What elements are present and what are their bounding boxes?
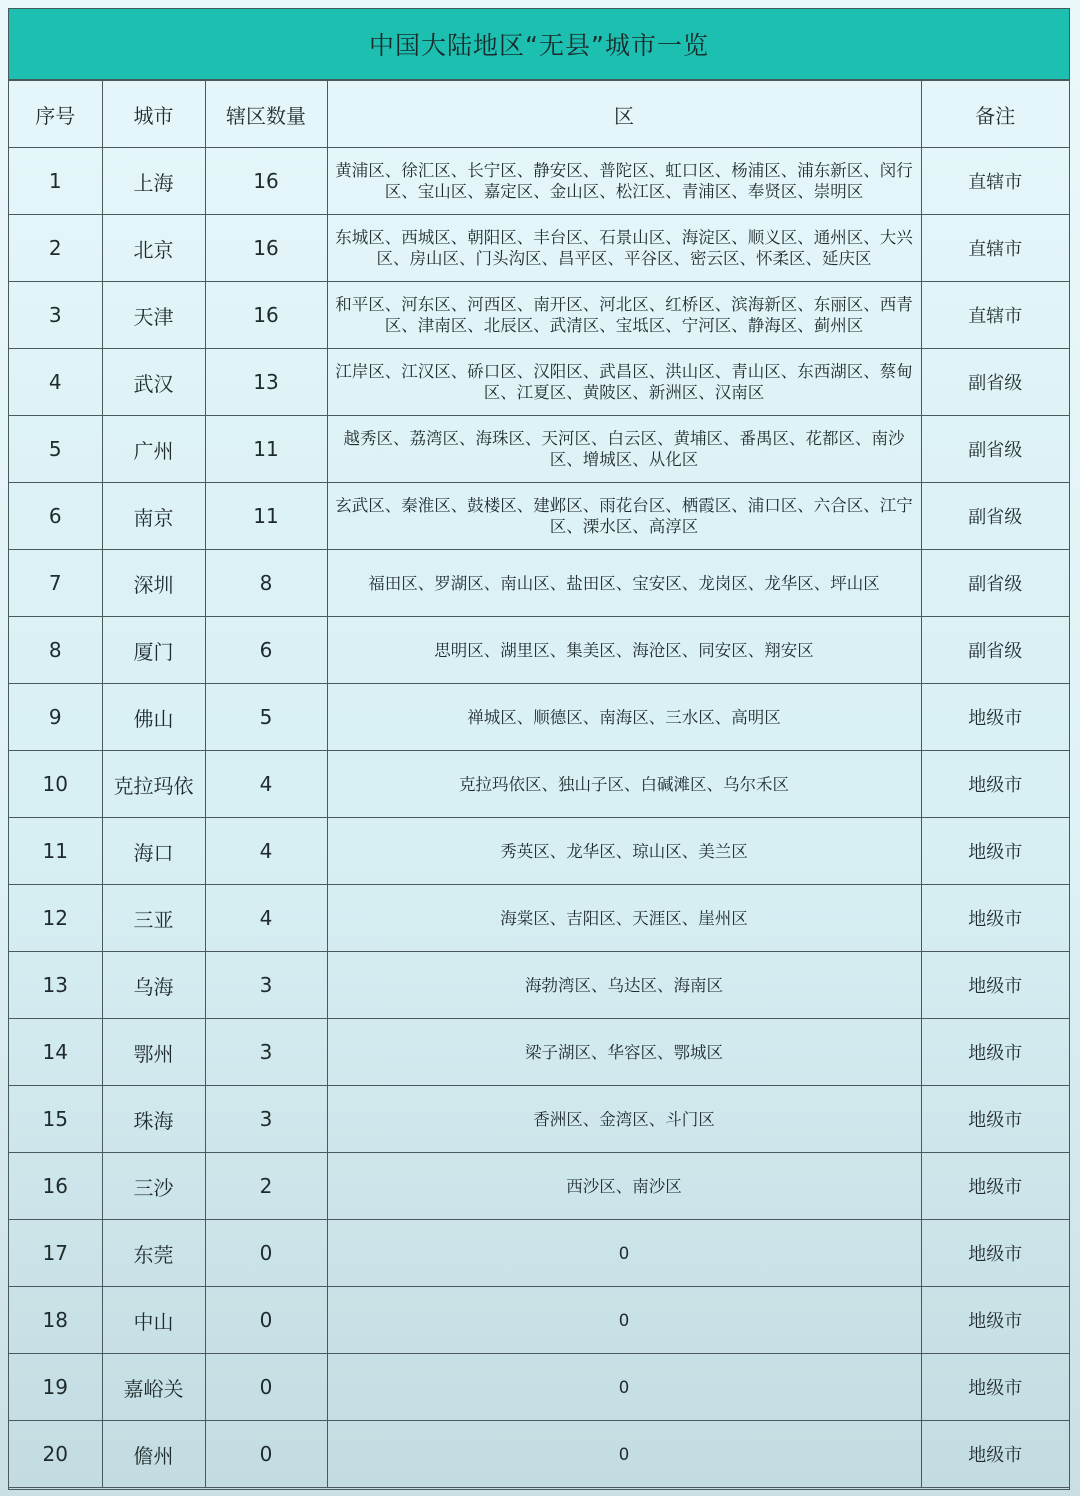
row-city-cell: 三亚 [102, 885, 205, 952]
row-districts-cell: 0 [327, 1220, 921, 1287]
row-district-count-cell: 0 [205, 1220, 327, 1287]
row-note-cell: 地级市 [921, 684, 1069, 751]
row-city-cell: 北京 [102, 215, 205, 282]
row-index-cell: 13 [9, 952, 102, 1019]
row-index-cell: 14 [9, 1019, 102, 1086]
table-row [9, 952, 1069, 1019]
row-note-cell: 副省级 [921, 617, 1069, 684]
row-index-cell: 11 [9, 818, 102, 885]
row-index-cell: 17 [9, 1220, 102, 1287]
table-body [9, 148, 1069, 1488]
table-row [9, 1421, 1069, 1488]
row-district-count-cell: 11 [205, 416, 327, 483]
row-city-cell: 中山 [102, 1287, 205, 1354]
row-index-cell: 15 [9, 1086, 102, 1153]
table-row [9, 684, 1069, 751]
row-index-cell: 5 [9, 416, 102, 483]
row-districts-cell: 越秀区、荔湾区、海珠区、天河区、白云区、黄埔区、番禺区、花都区、南沙区、增城区、从化区 [327, 416, 921, 483]
row-city-cell: 克拉玛依 [102, 751, 205, 818]
city-table [9, 80, 1069, 1488]
table-row [9, 617, 1069, 684]
header-districts: 区 [327, 81, 921, 148]
row-index-cell: 12 [9, 885, 102, 952]
table-row [9, 1220, 1069, 1287]
row-city-cell: 东莞 [102, 1220, 205, 1287]
row-city-cell: 南京 [102, 483, 205, 550]
row-city-cell: 海口 [102, 818, 205, 885]
row-districts-cell: 梁子湖区、华容区、鄂城区 [327, 1019, 921, 1086]
row-district-count-cell: 0 [205, 1421, 327, 1488]
row-district-count-cell: 5 [205, 684, 327, 751]
row-note-cell: 地级市 [921, 1421, 1069, 1488]
table-row [9, 1086, 1069, 1153]
table-row [9, 483, 1069, 550]
row-districts-cell: 江岸区、江汉区、硚口区、汉阳区、武昌区、洪山区、青山区、东西湖区、蔡甸区、江夏区、黄陂区、新洲区、汉南区 [327, 349, 921, 416]
row-district-count-cell: 16 [205, 148, 327, 215]
row-index-cell: 19 [9, 1354, 102, 1421]
row-note-cell: 直辖市 [921, 215, 1069, 282]
row-districts-cell: 秀英区、龙华区、琼山区、美兰区 [327, 818, 921, 885]
row-districts-cell: 东城区、西城区、朝阳区、丰台区、石景山区、海淀区、顺义区、通州区、大兴区、房山区、门头沟区、昌平区、平谷区、密云区、怀柔区、延庆区 [327, 215, 921, 282]
row-district-count-cell: 16 [205, 215, 327, 282]
row-index-cell: 2 [9, 215, 102, 282]
row-note-cell: 地级市 [921, 1019, 1069, 1086]
city-table-sheet [8, 8, 1070, 1490]
row-districts-cell: 玄武区、秦淮区、鼓楼区、建邺区、雨花台区、栖霞区、浦口区、六合区、江宁区、溧水区、高淳区 [327, 483, 921, 550]
row-district-count-cell: 0 [205, 1354, 327, 1421]
row-note-cell: 地级市 [921, 1086, 1069, 1153]
row-district-count-cell: 13 [205, 349, 327, 416]
header-index: 序号 [9, 81, 102, 148]
table-row [9, 550, 1069, 617]
row-city-cell: 乌海 [102, 952, 205, 1019]
row-districts-cell: 思明区、湖里区、集美区、海沧区、同安区、翔安区 [327, 617, 921, 684]
row-districts-cell: 海棠区、吉阳区、天涯区、崖州区 [327, 885, 921, 952]
row-note-cell: 地级市 [921, 818, 1069, 885]
row-districts-cell: 和平区、河东区、河西区、南开区、河北区、红桥区、滨海新区、东丽区、西青区、津南区、北辰区、武清区、宝坻区、宁河区、静海区、蓟州区 [327, 282, 921, 349]
row-index-cell: 20 [9, 1421, 102, 1488]
table-row [9, 349, 1069, 416]
row-city-cell: 厦门 [102, 617, 205, 684]
row-districts-cell: 黄浦区、徐汇区、长宁区、静安区、普陀区、虹口区、杨浦区、浦东新区、闵行区、宝山区、嘉定区、金山区、松江区、青浦区、奉贤区、崇明区 [327, 148, 921, 215]
row-district-count-cell: 2 [205, 1153, 327, 1220]
table-row [9, 1019, 1069, 1086]
row-city-cell: 武汉 [102, 349, 205, 416]
row-note-cell: 直辖市 [921, 148, 1069, 215]
row-index-cell: 16 [9, 1153, 102, 1220]
row-note-cell: 地级市 [921, 1354, 1069, 1421]
table-row [9, 885, 1069, 952]
row-district-count-cell: 6 [205, 617, 327, 684]
row-index-cell: 7 [9, 550, 102, 617]
header-district-count: 辖区数量 [205, 81, 327, 148]
header-city: 城市 [102, 81, 205, 148]
row-districts-cell: 香洲区、金湾区、斗门区 [327, 1086, 921, 1153]
row-index-cell: 3 [9, 282, 102, 349]
row-districts-cell: 克拉玛依区、独山子区、白碱滩区、乌尔禾区 [327, 751, 921, 818]
row-note-cell: 直辖市 [921, 282, 1069, 349]
table-row [9, 1153, 1069, 1220]
row-districts-cell: 禅城区、顺德区、南海区、三水区、高明区 [327, 684, 921, 751]
row-index-cell: 9 [9, 684, 102, 751]
row-note-cell: 地级市 [921, 952, 1069, 1019]
row-note-cell: 副省级 [921, 349, 1069, 416]
row-city-cell: 嘉峪关 [102, 1354, 205, 1421]
row-index-cell: 6 [9, 483, 102, 550]
table-title: 中国大陆地区“无县”城市一览 [9, 9, 1069, 80]
row-districts-cell: 福田区、罗湖区、南山区、盐田区、宝安区、龙岗区、龙华区、坪山区 [327, 550, 921, 617]
row-district-count-cell: 3 [205, 1086, 327, 1153]
row-note-cell: 地级市 [921, 1220, 1069, 1287]
row-index-cell: 10 [9, 751, 102, 818]
row-note-cell: 地级市 [921, 1153, 1069, 1220]
row-note-cell: 地级市 [921, 885, 1069, 952]
row-district-count-cell: 3 [205, 1019, 327, 1086]
row-note-cell: 副省级 [921, 416, 1069, 483]
row-city-cell: 佛山 [102, 684, 205, 751]
row-district-count-cell: 4 [205, 818, 327, 885]
row-districts-cell: 0 [327, 1287, 921, 1354]
row-city-cell: 广州 [102, 416, 205, 483]
row-note-cell: 地级市 [921, 751, 1069, 818]
table-row [9, 215, 1069, 282]
row-city-cell: 深圳 [102, 550, 205, 617]
table-header-row [9, 81, 1069, 148]
row-district-count-cell: 3 [205, 952, 327, 1019]
row-districts-cell: 0 [327, 1421, 921, 1488]
row-index-cell: 4 [9, 349, 102, 416]
table-row [9, 1287, 1069, 1354]
table-row [9, 416, 1069, 483]
row-district-count-cell: 4 [205, 885, 327, 952]
table-row [9, 818, 1069, 885]
row-index-cell: 1 [9, 148, 102, 215]
row-note-cell: 副省级 [921, 483, 1069, 550]
row-city-cell: 三沙 [102, 1153, 205, 1220]
row-district-count-cell: 16 [205, 282, 327, 349]
table-row [9, 751, 1069, 818]
row-district-count-cell: 0 [205, 1287, 327, 1354]
row-note-cell: 地级市 [921, 1287, 1069, 1354]
row-city-cell: 上海 [102, 148, 205, 215]
row-districts-cell: 西沙区、南沙区 [327, 1153, 921, 1220]
row-city-cell: 珠海 [102, 1086, 205, 1153]
row-district-count-cell: 8 [205, 550, 327, 617]
row-districts-cell: 0 [327, 1354, 921, 1421]
row-city-cell: 天津 [102, 282, 205, 349]
row-district-count-cell: 11 [205, 483, 327, 550]
table-row [9, 282, 1069, 349]
row-note-cell: 副省级 [921, 550, 1069, 617]
row-district-count-cell: 4 [205, 751, 327, 818]
row-city-cell: 儋州 [102, 1421, 205, 1488]
table-row [9, 1354, 1069, 1421]
table-row [9, 148, 1069, 215]
row-index-cell: 8 [9, 617, 102, 684]
row-city-cell: 鄂州 [102, 1019, 205, 1086]
header-note: 备注 [921, 81, 1069, 148]
row-index-cell: 18 [9, 1287, 102, 1354]
row-districts-cell: 海勃湾区、乌达区、海南区 [327, 952, 921, 1019]
